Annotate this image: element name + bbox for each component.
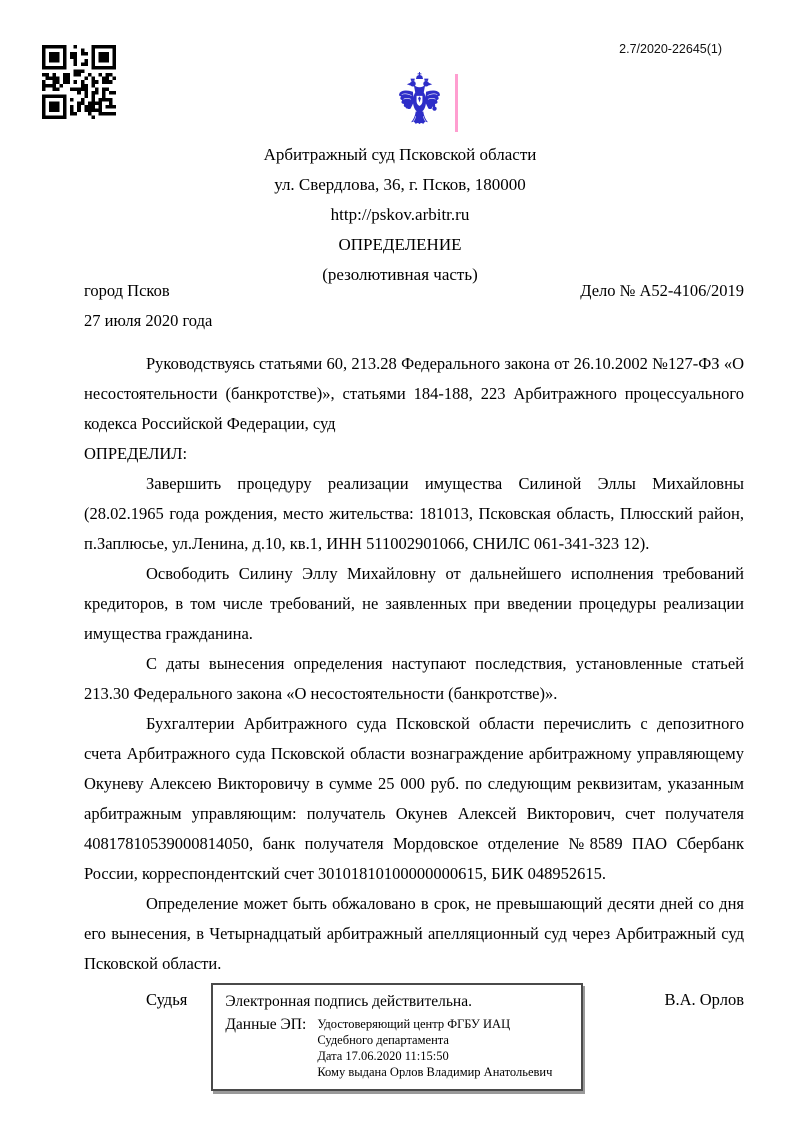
doc-number: 2.7/2020-22645(1): [619, 42, 722, 56]
stamp-data-label: Данные ЭП:: [225, 1016, 307, 1033]
stamp-valid-text: Электронная подпись действительна.: [225, 993, 472, 1010]
case-city: город Псков: [84, 281, 170, 300]
emblem-block: [396, 70, 466, 136]
document-body: [84, 276, 744, 1091]
ruling-paragraph: С даты вынесения определения наступают последствия, установленные статьей 213.30 Федерального закона «О несостоятельности (банкротстве)».: [84, 654, 744, 703]
stamp-detail-date: Дата 17.06.2020 11:15:50: [317, 1048, 449, 1063]
judge-name: В.А. Орлов: [664, 990, 744, 1009]
court-header: [84, 140, 716, 290]
scan-artifact-line: [455, 74, 458, 132]
case-number: Дело № А52-4106/2019: [580, 281, 744, 300]
ruling-paragraph: Завершить процедуру реализации имущества Силиной Эллы Михайловны (28.02.1965 года рождения, место жительства: 181013, Псковская область, Плюсский район, п.Заплюсье, ул.Ленина, д.10, кв.1, ИНН 511002901066, СНИЛС 061-341-323 12).: [84, 474, 744, 553]
ruling-heading: ОПРЕДЕЛИЛ:: [84, 444, 188, 463]
ruling-paragraph: Бухгалтерии Арбитражного суда Псковской области перечислить с депозитного счета Арбитражного суда Псковской области вознаграждение арбитражному управляющему Окуневу Алексею Викторовичу в сумме 25 000 руб. по следующим реквизитам, указанным арбитражным управляющим: получатель Окунев Алексей Викторович, счет получателя 40817810539000814050, банк получателя Мордовское отделение №8589 ПАО Сбербанк России, корреспондентский счет 30101810100000000615, БИК 048952615.: [84, 714, 744, 883]
doc-title: ОПРЕДЕЛЕНИЕ: [338, 235, 462, 254]
court-name: Арбитражный суд Псковской области: [263, 145, 537, 164]
case-date: 27 июля 2020 года: [84, 311, 213, 330]
court-address: ул. Свердлова, 36, г. Псков, 180000: [274, 175, 526, 194]
e-signature-stamp: [211, 983, 583, 1091]
doc-subtitle: (резолютивная часть): [322, 265, 478, 284]
qr-code: [42, 45, 116, 119]
court-website: http://pskov.arbitr.ru: [330, 205, 470, 224]
ruling-paragraph: Освободить Силину Эллу Михайловну от дальнейшего исполнения требований кредиторов, в том числе требований, не заявленных при введении процедуры реализации имущества гражданина.: [84, 564, 744, 643]
judge-label: Судья: [146, 990, 188, 1009]
case-row: [84, 276, 744, 306]
stamp-detail-authority: Удостоверяющий центр ФГБУ ИАЦ Судебного департамента: [317, 1017, 511, 1047]
preamble-paragraph: Руководствуясь статьями 60, 213.28 Федерального закона от 26.10.2002 №127-ФЗ «О несостоятельности (банкротстве)», статьями 184-188, 223 Арбитражного процессуального кодекса Российской Федерации, суд: [84, 354, 744, 433]
stamp-details: [317, 1014, 555, 1081]
ruling-paragraph: Определение может быть обжаловано в срок, не превышающий десяти дней со дня его вынесения, в Четырнадцатый арбитражный апелляционный суд через Арбитражный суд Псковской области.: [84, 894, 744, 973]
stamp-detail-issued-to: Кому выдана Орлов Владимир Анатольевич: [317, 1064, 553, 1079]
signature-row: [84, 983, 744, 1091]
stamp-data-row: [225, 1014, 571, 1081]
coat-of-arms-icon: [396, 72, 443, 134]
